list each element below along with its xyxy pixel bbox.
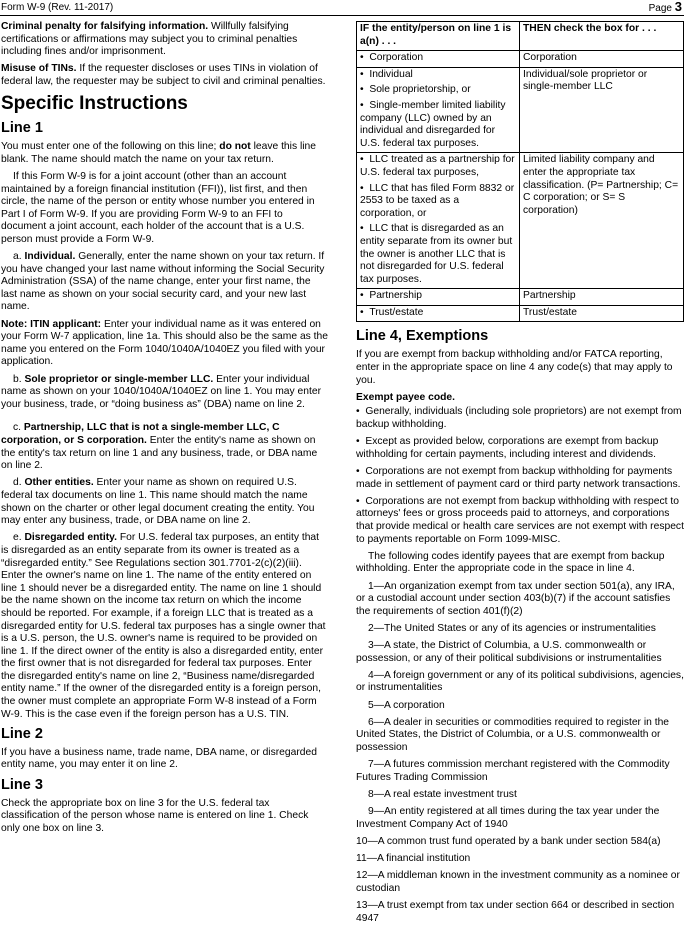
table-row bbox=[357, 67, 684, 153]
line1-partnership: c. Partnership, LLC that is not a single-member LLC, C corporation, or S corporation. Enter the entity's name as shown on the entity's tax return on line 1 and any business, trade, or DBA name on line 2. bbox=[1, 422, 318, 472]
line2-heading: Line 2 bbox=[1, 725, 43, 742]
list-item: 10—A common trust fund operated by a bank under section 584(a) bbox=[356, 835, 661, 847]
list-item: 2—The United States or any of its agencies or instrumentalities bbox=[368, 622, 656, 634]
list-item: 8—A real estate investment trust bbox=[368, 789, 517, 800]
list-item: • Corporations are not exempt from backup withholding with respect to attorneys' fees or gross proceeds paid to attorneys, and corporations that provide medical or health care services are not exempt with respect to payments reportable on Form 1099-MISC. bbox=[356, 496, 684, 546]
table-cell: • Single-member limited liability company (LLC) owned by an individual and disregarded for U.S. federal tax purposes. bbox=[360, 100, 516, 150]
page-label: Page bbox=[648, 3, 675, 14]
line2-text: If you have a business name, trade name, DBA name, or disregarded entity name, you may enter it on line 2. bbox=[1, 746, 317, 771]
line1-sole-proprietor: b. Sole proprietor or single-member LLC. Enter your individual name as shown on your 1040/1040A/1040EZ on line 1. You may enter your business, trade, or “doing business as” (DBA) name on line 2. bbox=[1, 373, 321, 410]
list-item: 5—A corporation bbox=[368, 699, 445, 711]
line3-heading: Line 3 bbox=[1, 776, 43, 793]
table-header-row bbox=[357, 22, 684, 51]
line1-joint-account: If this Form W-9 is for a joint account (other than an account maintained by a foreign financial institution (FFI)), list first, and then circle, the name of the person or entity whose number you entered in Part I of Form W-9. If you are providing Form W-9 to an FFI to document a joint account, each holder of the account that is a U.S. person must provide a Form W-9. bbox=[1, 170, 315, 245]
line1-heading: Line 1 bbox=[1, 120, 43, 137]
right-column bbox=[356, 21, 684, 930]
list-item: 7—A futures commission merchant registered with the Commodity Futures Trading Commission bbox=[356, 759, 670, 783]
table-cell: • LLC treated as a partnership for U.S. federal tax purposes, bbox=[360, 154, 516, 179]
misuse-tins-paragraph: Misuse of TINs. If the requester discloses or uses TINs in violation of federal law, the requester may be subject to civil and criminal penalties. bbox=[1, 63, 326, 87]
codes-intro: The following codes identify payees that are exempt from backup withholding. Enter the appropriate code in the space in line 4. bbox=[356, 550, 665, 575]
left-column bbox=[1, 21, 328, 840]
line1-intro: You must enter one of the following on this line; do not leave this line blank. The name should match the name on your tax return. bbox=[1, 141, 316, 165]
list-item: • Except as provided below, corporations are exempt from backup withholding for certain payments, including interest and dividends. bbox=[356, 436, 684, 461]
table-cell: Trust/estate bbox=[520, 305, 684, 322]
table-row bbox=[357, 305, 684, 322]
table-row bbox=[357, 153, 684, 289]
list-item: 1—An organization exempt from tax under section 501(a), any IRA, or a custodial account under section 403(b)(7) if the account satisfies the requirements of section 401(f)(2) bbox=[356, 580, 675, 617]
list-item: • Generally, individuals (including sole proprietors) are not exempt from backup withholding. bbox=[356, 406, 684, 431]
table-cell: Individual/sole proprietor or single-member LLC bbox=[520, 67, 684, 153]
page-number-value: 3 bbox=[674, 0, 682, 14]
table-header-if: IF the entity/person on line 1 is a(n) . . . bbox=[357, 22, 520, 51]
table-cell: • Sole proprietorship, or bbox=[360, 84, 516, 97]
table-cell: Limited liability company and enter the appropriate tax classification. (P= Partnership; C= C corporation; or S= S corporation) bbox=[520, 153, 684, 289]
table-cell: Corporation bbox=[520, 51, 684, 68]
list-item: 13—A trust exempt from tax under section 664 or described in section 4947 bbox=[356, 900, 675, 924]
page-number bbox=[649, 0, 682, 16]
criminal-penalty-paragraph: Criminal penalty for falsifying information. Willfully falsifying certifications or affirmations may subject you to criminal penalties including fines and/or imprisonment. bbox=[1, 21, 298, 58]
table-header-then: THEN check the box for . . . bbox=[520, 22, 684, 51]
page-header bbox=[0, 0, 684, 16]
list-item: 12—A middleman known in the investment community as a nominee or custodian bbox=[356, 870, 680, 894]
table-cell: • Trust/estate bbox=[360, 307, 423, 318]
table-cell: • LLC that has filed Form 8832 or 2553 to be taxed as a corporation, or bbox=[360, 183, 516, 221]
list-item: 4—A foreign government or any of its political subdivisions, agencies, or instrumentalities bbox=[356, 669, 684, 694]
table-cell: • Individual bbox=[360, 69, 516, 82]
list-item: 6—A dealer in securities or commodities required to register in the United States, the District of Columbia, or a U.S. commonwealth or possession bbox=[356, 716, 670, 754]
table-cell: Partnership bbox=[520, 289, 684, 306]
line1-other-entities: d. Other entities. Enter your name as shown on required U.S. federal tax documents on line 1. This name should match the name shown on the charter or other legal document creating the entity. You may enter any business, trade, or DBA name on line 2. bbox=[1, 477, 315, 527]
line1-individual: a. Individual. Generally, enter the name shown on your tax return. If you have changed your last name without informing the Social Security Administration (SSA) of the name change, enter your first name, the last name as shown on your social security card, and your new last name. bbox=[1, 251, 325, 313]
list-item: • Corporations are not exempt from backup withholding for payments made in settlement of payment card or third party network transactions. bbox=[356, 466, 684, 491]
line4-heading: Line 4, Exemptions bbox=[356, 328, 489, 345]
list-item: 9—An entity registered at all times during the tax year under the Investment Company Act of 1940 bbox=[356, 806, 660, 830]
line4-intro: If you are exempt from backup withholding and/or FATCA reporting, enter in the appropriate space on line 4 any code(s) that may apply to you. bbox=[356, 349, 673, 386]
specific-instructions-heading: Specific Instructions bbox=[1, 93, 188, 115]
exempt-payee-heading: Exempt payee code. bbox=[356, 391, 456, 403]
form-identifier: Form W-9 (Rev. 11-2017) bbox=[1, 2, 114, 13]
table-row bbox=[357, 289, 684, 306]
table-cell: • Corporation bbox=[360, 52, 423, 63]
list-item: 11—A financial institution bbox=[356, 853, 471, 865]
line3-text: Check the appropriate box on line 3 for the U.S. federal tax classification of the person whose name is entered on line 1. Check only one box on line 3. bbox=[1, 797, 309, 834]
table-cell: • Partnership bbox=[360, 290, 422, 301]
list-item: 3—A state, the District of Columbia, a U.S. commonwealth or possession, or any of their political subdivisions or instrumentalities bbox=[356, 640, 662, 664]
line1-disregarded-entity: e. Disregarded entity. For U.S. federal tax purposes, an entity that is disregarded as an entity separate from its owner is treated as a “disregarded entity.” See Regulations section 301.7701-2(c)(2)(iii). Enter the owner's name on line 1. The name of the entity entered on line 1 should never be a disregarded entity. The name on line 1 should be the name shown on the income tax return on which the income should be reported. For example, if a foreign LLC that is treated as a disregarded entity for U.S. federal tax purposes has a single owner that is a U.S. person, the U.S. owner's name is required to be provided on line 1. If the direct owner of the entity is also a disregarded entity, enter the first owner that is not disregarded for federal tax purposes. Enter the disregarded entity's name on line 2, “Business name/disregarded entity name.” If the owner of the disregarded entity is a foreign person, the owner must complete an appropriate Form W-8 instead of a Form W-9. This is the case even if the foreign person has a U.S. TIN. bbox=[1, 532, 326, 720]
table-row bbox=[357, 51, 684, 68]
itin-note: Note: ITIN applicant: Enter your individual name as it was entered on your Form W-7 application, line 1a. This should also be the same as the name you entered on the Form 1040/1040A/1040EZ you filed with your application. bbox=[1, 318, 329, 368]
table-cell: • LLC that is disregarded as an entity separate from its owner but the owner is another LLC that is not disregarded for U.S. federal tax purposes. bbox=[360, 223, 516, 286]
classification-table bbox=[356, 21, 684, 322]
